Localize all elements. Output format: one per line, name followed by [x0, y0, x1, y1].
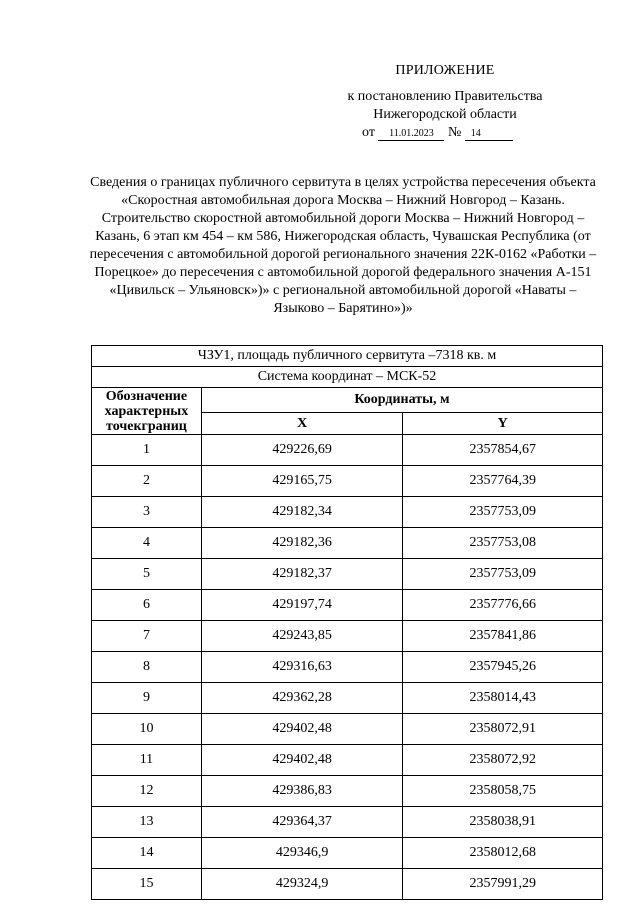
point-number-cell: 8 — [92, 652, 202, 683]
x-coordinate-cell: 429226,69 — [201, 435, 403, 466]
y-coordinate-cell: 2358012,68 — [403, 838, 603, 869]
from-label: от — [362, 125, 375, 140]
x-coordinate-cell: 429182,37 — [201, 559, 403, 590]
x-coordinate-cell: 429182,34 — [201, 497, 403, 528]
annex-line-1: к постановлению Правительства — [347, 89, 543, 104]
x-coordinate-cell: 429386,83 — [201, 776, 403, 807]
document-heading: Сведения о границах публичного сервитута в целях устройства пересечения объекта «Скоростная автомобильная дорога Москва – Нижний Новгород – Казань. Строительство скоростной автомобильной дороги Москва – Нижний Новгород – Казань, 6 этап км 454 – км 586, Нижегородская область, Чувашская Республика (от пересечения с автомобильной дорогой регионального значения 22К-0162 «Работки – Порецкое» до пересечения с автомобильной дорогой федерального значения А-151 «Цивильск – Ульяновск»)» с региональной автомобильной дорогой «Наваты – Языково – Барятино»)» — [89, 175, 597, 316]
y-coordinate-cell: 2358038,91 — [403, 807, 603, 838]
point-number-cell: 13 — [92, 807, 202, 838]
point-number-cell: 1 — [92, 435, 202, 466]
area-caption: ЧЗУ1, площадь публичного сервитута –7318 кв. м — [92, 346, 603, 367]
point-number-cell: 11 — [92, 745, 202, 776]
table-row — [92, 528, 603, 559]
y-coordinate-cell: 2357753,09 — [403, 497, 603, 528]
table-row — [92, 714, 603, 745]
x-coordinate-cell: 429402,48 — [201, 745, 403, 776]
annex-block — [330, 62, 560, 142]
x-coordinate-cell: 429364,37 — [201, 807, 403, 838]
coordinates-table — [91, 345, 603, 900]
x-coordinate-cell: 429197,74 — [201, 590, 403, 621]
y-coordinate-cell: 2358072,91 — [403, 714, 603, 745]
table-row — [92, 745, 603, 776]
point-number-cell: 10 — [92, 714, 202, 745]
y-coordinate-cell: 2357753,08 — [403, 528, 603, 559]
y-coordinate-cell: 2358072,92 — [403, 745, 603, 776]
x-coordinate-cell: 429182,36 — [201, 528, 403, 559]
table-row — [92, 838, 603, 869]
decree-number: 14 — [465, 127, 513, 141]
table-row — [92, 466, 603, 497]
table-row — [92, 497, 603, 528]
point-number-cell: 14 — [92, 838, 202, 869]
y-coordinate-cell: 2357764,39 — [403, 466, 603, 497]
number-label: № — [447, 125, 462, 140]
annex-line-2: Нижегородской области — [373, 107, 517, 122]
table-row — [92, 652, 603, 683]
point-column-header: Обозначение характерных точекграниц — [92, 388, 202, 435]
y-coordinate-cell: 2358058,75 — [403, 776, 603, 807]
y-coordinate-cell: 2357945,26 — [403, 652, 603, 683]
decree-date: 11.01.2023 — [378, 127, 444, 141]
table-row — [92, 776, 603, 807]
table-row — [92, 590, 603, 621]
point-number-cell: 7 — [92, 621, 202, 652]
table-row — [92, 435, 603, 466]
point-number-cell: 15 — [92, 869, 202, 900]
point-number-cell: 12 — [92, 776, 202, 807]
table-row — [92, 807, 603, 838]
point-number-cell: 6 — [92, 590, 202, 621]
table-row — [92, 683, 603, 714]
table-row — [92, 869, 603, 900]
coordinates-header: Координаты, м — [201, 388, 602, 413]
coordinate-rows — [92, 435, 603, 900]
x-coordinate-cell: 429316,63 — [201, 652, 403, 683]
table-row — [92, 621, 603, 652]
y-coordinate-cell: 2357841,86 — [403, 621, 603, 652]
x-coordinate-cell: 429165,75 — [201, 466, 403, 497]
coordinate-system-caption: Система координат – МСК-52 — [92, 367, 603, 388]
x-coordinate-cell: 429243,85 — [201, 621, 403, 652]
table-row — [92, 559, 603, 590]
y-coordinate-cell: 2357753,09 — [403, 559, 603, 590]
y-coordinate-cell: 2358014,43 — [403, 683, 603, 714]
annex-date-line — [330, 124, 560, 142]
point-number-cell: 2 — [92, 466, 202, 497]
y-coordinate-cell: 2357854,67 — [403, 435, 603, 466]
x-coordinate-cell: 429402,48 — [201, 714, 403, 745]
x-coordinate-cell: 429324,9 — [201, 869, 403, 900]
point-number-cell: 9 — [92, 683, 202, 714]
annex-title: ПРИЛОЖЕНИЕ — [395, 63, 495, 78]
point-number-cell: 5 — [92, 559, 202, 590]
x-column-header: X — [201, 413, 403, 435]
y-column-header: Y — [403, 413, 603, 435]
x-coordinate-cell: 429362,28 — [201, 683, 403, 714]
point-number-cell: 4 — [92, 528, 202, 559]
y-coordinate-cell: 2357776,66 — [403, 590, 603, 621]
y-coordinate-cell: 2357991,29 — [403, 869, 603, 900]
x-coordinate-cell: 429346,9 — [201, 838, 403, 869]
point-number-cell: 3 — [92, 497, 202, 528]
